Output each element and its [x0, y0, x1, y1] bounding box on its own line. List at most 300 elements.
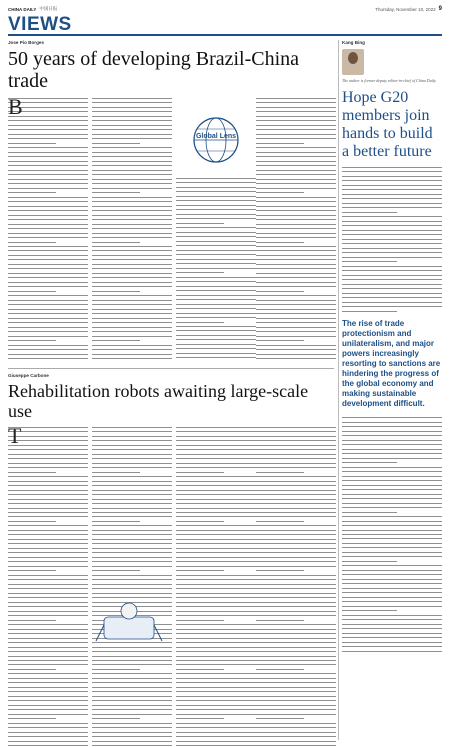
text-line: [256, 233, 336, 234]
text-line: [342, 270, 442, 271]
text-line: [8, 354, 88, 355]
text-line: [176, 344, 256, 345]
text-line: [92, 552, 172, 553]
text-line: [256, 611, 336, 612]
text-line: [342, 507, 442, 508]
text-line: [92, 499, 172, 500]
text-line: [256, 454, 336, 455]
text-line: [342, 306, 442, 307]
text-line: [176, 606, 256, 607]
text-line: [8, 156, 88, 157]
text-line: [256, 458, 336, 459]
text-line: [92, 570, 140, 571]
text-line: [8, 727, 88, 728]
text-line: [256, 201, 336, 202]
article1-body: [8, 94, 334, 368]
text-line: [176, 584, 256, 585]
text-line: [342, 167, 442, 168]
article1-column-2: [92, 98, 172, 363]
text-line: [256, 669, 304, 670]
text-line: [176, 656, 256, 657]
text-line: [342, 516, 442, 517]
text-line: [8, 134, 88, 135]
text-line: [256, 277, 336, 278]
text-line: [92, 664, 172, 665]
text-line: [256, 197, 336, 198]
text-line: [92, 165, 172, 166]
text-line: [256, 111, 336, 112]
text-line: [176, 602, 256, 603]
text-line: [256, 309, 336, 310]
text-line: [256, 179, 336, 180]
text-line: [342, 203, 442, 204]
text-line: [176, 494, 256, 495]
text-line: [8, 322, 88, 323]
text-line: [342, 243, 442, 244]
text-line: [342, 458, 442, 459]
text-line: [8, 273, 88, 274]
text-line: [8, 696, 88, 697]
text-line: [92, 727, 172, 728]
article1-column-1: [8, 94, 88, 363]
text-line: [92, 219, 172, 220]
text-line: [92, 494, 172, 495]
text-line: [92, 718, 140, 719]
text-line: [256, 345, 336, 346]
text-line: [256, 736, 336, 737]
text-line: [92, 656, 172, 657]
text-line: [176, 521, 224, 522]
text-line: [8, 687, 88, 688]
text-line: [342, 637, 442, 638]
text-line: [92, 264, 172, 265]
text-line: [256, 602, 336, 603]
text-line: [176, 357, 256, 358]
text-line: [342, 266, 442, 267]
text-line: [176, 611, 256, 612]
text-line: [8, 201, 88, 202]
text-line: [8, 512, 88, 513]
text-line: [256, 327, 336, 328]
text-line: [256, 660, 336, 661]
text-line: [256, 745, 336, 746]
article2-headline[interactable]: Rehabilitation robots awaiting large-scale use: [8, 380, 309, 421]
text-line: [92, 440, 172, 441]
text-line: [92, 255, 172, 256]
text-line: [176, 570, 224, 571]
text-line: [176, 187, 256, 188]
text-line: [256, 615, 336, 616]
text-line: [256, 588, 336, 589]
text-line: [342, 597, 442, 598]
text-line: [176, 669, 224, 670]
text-line: [8, 458, 88, 459]
text-line: [342, 538, 442, 539]
text-line: [256, 427, 336, 428]
text-line: [92, 485, 172, 486]
text-line: [92, 700, 172, 701]
text-line: [176, 548, 256, 549]
text-line: [92, 543, 172, 544]
text-line: [342, 534, 442, 535]
text-line: [256, 606, 336, 607]
text-line: [8, 638, 88, 639]
text-line: [176, 490, 256, 491]
text-line: [92, 687, 172, 688]
text-line: [256, 242, 304, 243]
text-line: [256, 494, 336, 495]
text-line: [256, 638, 336, 639]
text-line: [8, 664, 88, 665]
text-line: [92, 156, 172, 157]
text-line: [8, 170, 88, 171]
text-line: [256, 624, 336, 625]
text-line: [92, 250, 172, 251]
text-line: [342, 422, 442, 423]
text-line: [176, 709, 256, 710]
text-line: [92, 566, 172, 567]
text-line: [176, 647, 256, 648]
text-line: [256, 525, 336, 526]
text-line: [342, 651, 442, 652]
text-line: [342, 288, 442, 289]
text-line: [92, 300, 172, 301]
text-line: [256, 503, 336, 504]
text-line: [256, 304, 336, 305]
text-line: [92, 458, 172, 459]
text-line: [256, 741, 336, 742]
text-line: [256, 354, 336, 355]
text-line: [256, 170, 336, 171]
text-line: [256, 709, 336, 710]
text-line: [176, 353, 256, 354]
text-line: [256, 322, 336, 323]
masthead: [8, 4, 442, 14]
text-line: [342, 592, 442, 593]
text-line: [8, 732, 88, 733]
text-line: [342, 311, 397, 312]
text-line: [256, 143, 304, 144]
text-line: [8, 516, 88, 517]
text-line: [256, 259, 336, 260]
text-line: [176, 682, 256, 683]
text-line: [92, 134, 172, 135]
text-line: [342, 216, 442, 217]
text-line: [8, 454, 88, 455]
text-line: [342, 284, 442, 285]
text-lines: [176, 178, 256, 358]
text-line: [92, 741, 172, 742]
text-line: [176, 299, 256, 300]
text-line: [342, 176, 442, 177]
text-line: [8, 575, 88, 576]
text-line: [8, 615, 88, 616]
text-line: [92, 327, 172, 328]
text-line: [8, 224, 88, 225]
text-line: [92, 525, 172, 526]
text-line: [8, 552, 88, 553]
text-line: [342, 462, 397, 463]
text-line: [342, 512, 397, 513]
text-line: [92, 696, 172, 697]
text-line: [256, 534, 336, 535]
text-line: [92, 273, 172, 274]
text-line: [342, 556, 442, 557]
text-line: [256, 570, 304, 571]
text-line: [8, 219, 88, 220]
text-line: [8, 250, 88, 251]
text-line: [92, 246, 172, 247]
text-line: [92, 237, 172, 238]
text-line: [176, 530, 256, 531]
text-line: [92, 481, 172, 482]
text-line: [176, 651, 256, 652]
text-line: [256, 147, 336, 148]
text-line: [256, 647, 336, 648]
text-line: [8, 584, 88, 585]
text-line: [8, 543, 88, 544]
text-line: [256, 120, 336, 121]
text-lines: [256, 98, 336, 359]
text-line: [176, 178, 256, 179]
text-line: [256, 188, 336, 189]
text-line: [8, 521, 56, 522]
text-line: [342, 498, 442, 499]
article1-headline[interactable]: 50 years of developing Brazil-China trade: [8, 48, 300, 92]
text-line: [342, 471, 442, 472]
text-line: [92, 454, 172, 455]
text-line: [176, 322, 224, 323]
text-line: [176, 205, 256, 206]
text-line: [342, 180, 442, 181]
text-line: [8, 463, 88, 464]
article2-author: Giuseppe Carbone: [8, 372, 49, 378]
text-line: [176, 250, 256, 251]
text-line: [176, 348, 256, 349]
text-line: [256, 472, 304, 473]
text-line: [176, 209, 256, 210]
text-line: [256, 436, 336, 437]
text-line: [8, 660, 88, 661]
text-line: [256, 102, 336, 103]
text-line: [92, 228, 172, 229]
text-line: [256, 445, 336, 446]
article2-column-3: [176, 427, 256, 747]
text-line: [176, 714, 256, 715]
text-line: [342, 565, 442, 566]
text-line: [8, 327, 88, 328]
text-line: [256, 268, 336, 269]
text-line: [256, 349, 336, 350]
text-line: [8, 349, 88, 350]
text-line: [342, 293, 442, 294]
text-line: [8, 736, 88, 737]
text-line: [176, 629, 256, 630]
text-line: [176, 290, 256, 291]
text-line: [256, 593, 336, 594]
text-line: [256, 664, 336, 665]
text-line: [256, 116, 336, 117]
text-line: [8, 588, 88, 589]
text-line: [8, 125, 88, 126]
text-line: [8, 741, 88, 742]
text-line: [176, 200, 256, 201]
divider: [8, 368, 334, 369]
text-line: [8, 188, 88, 189]
text-line: [8, 318, 88, 319]
text-line: [256, 210, 336, 211]
article2-column-2: [92, 427, 172, 747]
text-line: [342, 431, 442, 432]
text-line: [8, 336, 88, 337]
text-line: [176, 317, 256, 318]
text-line: [8, 467, 88, 468]
author-avatar: [342, 49, 364, 75]
text-line: [256, 678, 336, 679]
text-lines: [342, 167, 442, 311]
sidebar-headline[interactable]: Hope G20 members join hands to build a better future: [342, 89, 433, 160]
text-line: [176, 308, 256, 309]
main-column: [8, 40, 334, 747]
text-line: [92, 557, 172, 558]
text-line: [176, 543, 256, 544]
text-line: [92, 678, 172, 679]
text-line: [92, 736, 172, 737]
text-line: [92, 197, 172, 198]
text-line: [176, 339, 256, 340]
text-line: [92, 143, 140, 144]
text-line: [8, 233, 88, 234]
text-line: [92, 588, 172, 589]
text-line: [92, 579, 172, 580]
text-line: [8, 642, 88, 643]
text-line: [256, 183, 336, 184]
text-line: [92, 259, 172, 260]
text-line: [256, 512, 336, 513]
text-line: [92, 651, 172, 652]
text-line: [92, 138, 172, 139]
text-line: [8, 647, 88, 648]
text-line: [176, 561, 256, 562]
text-line: [342, 449, 442, 450]
text-line: [256, 476, 336, 477]
text-line: [256, 700, 336, 701]
text-line: [92, 714, 172, 715]
text-line: [92, 107, 172, 108]
text-line: [176, 445, 256, 446]
text-line: [92, 233, 172, 234]
text-line: [256, 237, 336, 238]
text-line: [176, 575, 256, 576]
text-line: [256, 250, 336, 251]
text-line: [256, 566, 336, 567]
author-bio: The author is former deputy editor-in-chief of China Daily.: [342, 78, 437, 83]
text-line: [92, 745, 172, 746]
text-line: [256, 291, 304, 292]
text-line: [342, 552, 442, 553]
text-line: [342, 642, 442, 643]
article1-column-3: [176, 178, 256, 362]
text-line: [176, 534, 256, 535]
text-line: [256, 192, 304, 193]
text-line: [92, 322, 172, 323]
text-line: [176, 304, 256, 305]
text-line: [342, 525, 442, 526]
text-line: [342, 261, 397, 262]
text-line: [342, 440, 442, 441]
text-line: [92, 318, 172, 319]
text-line: [342, 543, 442, 544]
text-line: [92, 291, 140, 292]
text-line: [256, 530, 336, 531]
text-line: [176, 678, 256, 679]
text-line: [176, 723, 256, 724]
text-line: [256, 449, 336, 450]
text-line: [256, 718, 304, 719]
text-line: [256, 499, 336, 500]
text-line: [342, 628, 442, 629]
text-line: [176, 620, 224, 621]
text-lines: [92, 427, 172, 747]
text-line: [256, 467, 336, 468]
text-line: [342, 189, 442, 190]
text-line: [8, 481, 88, 482]
text-line: [256, 727, 336, 728]
text-line: [256, 516, 336, 517]
text-line: [8, 147, 88, 148]
text-line: [176, 286, 256, 287]
text-line: [92, 242, 140, 243]
text-line: [92, 192, 140, 193]
text-line: [176, 232, 256, 233]
text-line: [256, 273, 336, 274]
text-line: [256, 107, 336, 108]
text-line: [8, 561, 88, 562]
text-line: [8, 525, 88, 526]
text-line: [92, 723, 172, 724]
text-line: [342, 574, 442, 575]
text-line: [342, 476, 442, 477]
text-line: [342, 426, 442, 427]
text-lines: [8, 94, 88, 359]
text-line: [8, 143, 56, 144]
text-line: [176, 566, 256, 567]
text-line: [256, 642, 336, 643]
text-line: [8, 197, 88, 198]
text-line: [342, 221, 442, 222]
text-line: [92, 561, 172, 562]
text-line: [8, 570, 56, 571]
text-line: [176, 579, 256, 580]
text-line: [256, 481, 336, 482]
text-line: [342, 633, 442, 634]
text-line: [176, 313, 256, 314]
text-line: [176, 539, 256, 540]
text-line: [92, 476, 172, 477]
text-line: [256, 732, 336, 733]
text-line: [8, 669, 56, 670]
text-line: [8, 593, 88, 594]
text-line: [176, 732, 256, 733]
text-line: [92, 102, 172, 103]
text-line: [8, 304, 88, 305]
text-line: [256, 161, 336, 162]
text-line: [256, 440, 336, 441]
text-line: [8, 714, 88, 715]
text-line: [342, 194, 442, 195]
text-line: [342, 225, 442, 226]
text-line: [92, 682, 172, 683]
